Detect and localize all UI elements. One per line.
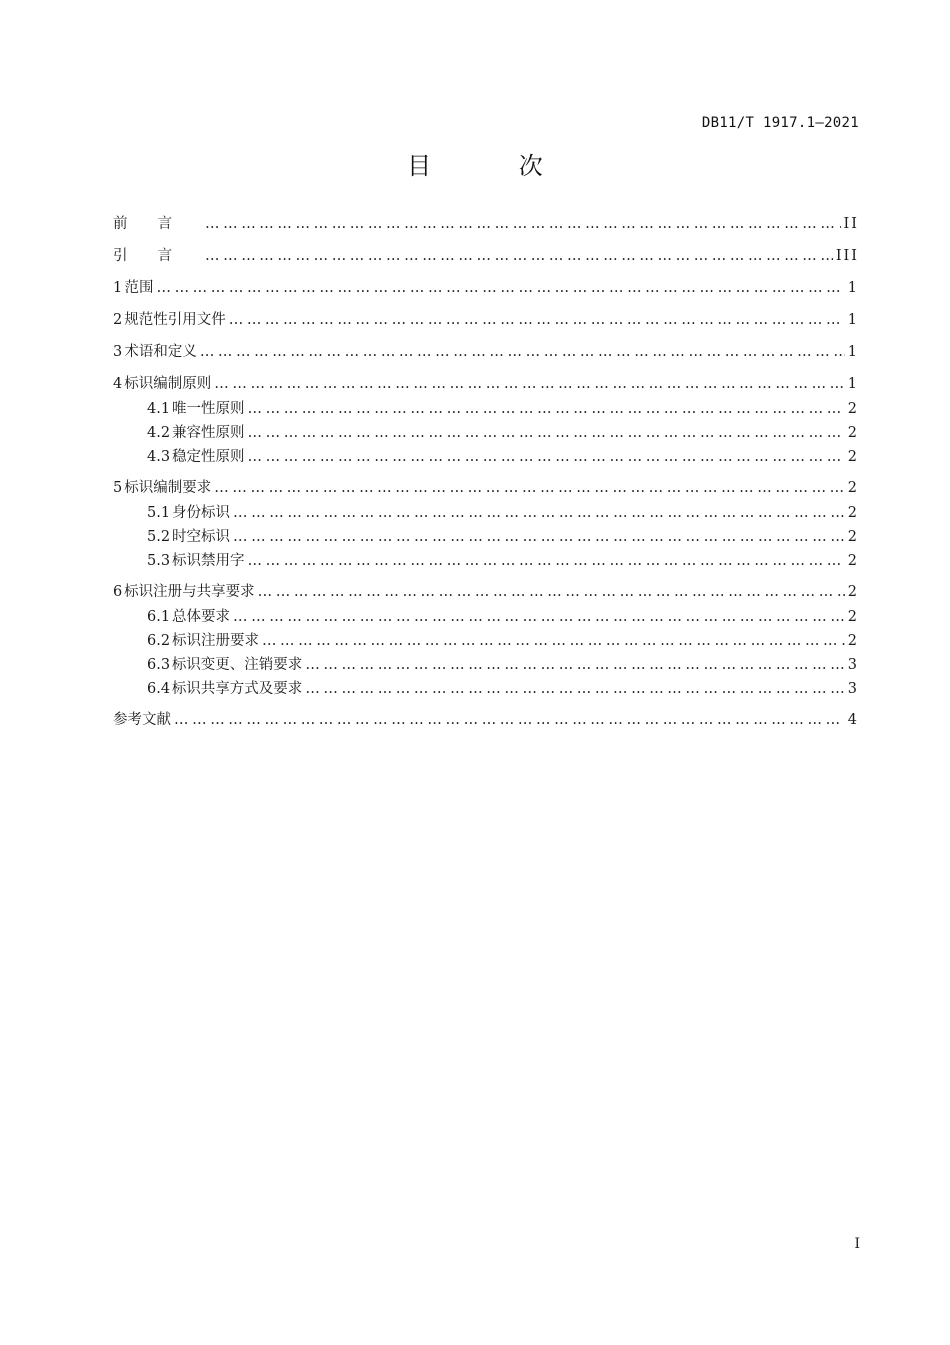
toc-entry-page: 3 [847,681,859,697]
toc-entry-number: 4.2 [147,425,171,441]
toc-entry-label: 时空标识 [172,529,231,545]
toc-entry[interactable] [147,549,859,573]
toc-entry-label: 引言 [113,248,202,264]
toc-entry-page: 2 [847,529,859,545]
toc-entry-number: 6.4 [147,681,171,697]
toc-entry-number: 5.1 [147,505,171,521]
toc-entry[interactable] [147,629,859,653]
toc-entry-page: 1 [847,376,859,392]
toc-entry-label: 参考文献 [113,712,171,728]
toc-entry[interactable] [147,445,859,469]
toc-dot-leader [248,397,845,421]
toc-entry-page: 1 [847,344,859,360]
toc-entry-number: 5.2 [147,529,171,545]
page-title: 目 次 [407,152,583,180]
toc-dot-leader [214,372,844,396]
toc-entry-page: 2 [847,553,859,569]
toc-entry-label: 术语和定义 [124,344,197,360]
toc-entry[interactable] [147,397,859,421]
toc-entry-label: 标识编制要求 [124,480,212,496]
toc-dot-leader [229,308,845,332]
toc-entry[interactable] [113,372,859,396]
toc-entry-page: 4 [847,712,859,728]
toc-dot-leader [305,653,844,677]
toc-dot-leader [305,677,844,701]
toc-entry[interactable] [147,421,859,445]
toc-entry[interactable] [113,476,859,500]
toc-entry-number: 3 [113,344,123,360]
toc-entry-page: III [835,248,859,264]
toc-entry-label: 总体要求 [172,609,231,625]
toc-entry-page: II [843,216,859,232]
toc-entry-page: 2 [847,449,859,465]
toc-entry[interactable] [113,580,859,604]
toc-dot-leader [200,340,845,364]
toc-entry-label: 标识注册要求 [171,633,259,649]
toc-entry-page: 2 [847,609,859,625]
toc-entry-label: 前言 [113,216,202,232]
toc-dot-leader [248,549,845,573]
toc-entry-label: 标识变更、注销要求 [171,657,303,673]
toc-entry-label: 标识共享方式及要求 [171,681,303,697]
toc-dot-leader [233,605,845,629]
toc-entry[interactable] [113,308,859,332]
toc-entry-label: 标识注册与共享要求 [124,584,255,600]
toc-entry-number: 4.3 [147,449,171,465]
toc-entry[interactable] [113,340,859,364]
toc-entry[interactable] [147,653,859,677]
toc-entry-label: 稳定性原则 [172,449,245,465]
toc-entry[interactable] [147,525,859,549]
toc-entry-number: 6.3 [147,657,171,673]
toc-entry-page: 2 [847,505,859,521]
toc-dot-leader [233,525,845,549]
toc-entry-number: 2 [113,312,123,328]
toc-entry-number: 4.1 [147,401,171,417]
toc-dot-leader [262,629,845,653]
toc-entry-label: 身份标识 [172,505,231,521]
doc-id: DB11/T 1917.1—2021 [701,115,859,131]
footer-page-number: I [854,1236,860,1252]
toc-entry-label: 规范性引用文件 [124,312,226,328]
toc-entry[interactable] [147,605,859,629]
toc-dot-leader [205,212,841,236]
toc-dot-leader [156,276,844,300]
toc-entry[interactable] [147,677,859,701]
toc-entry-number: 4 [113,376,123,392]
toc-entry-number: 5.3 [147,553,171,569]
toc-dot-leader [174,708,845,732]
toc-dot-leader [248,445,845,469]
toc-dot-leader [214,476,844,500]
toc-entry-page: 3 [847,657,859,673]
toc-entry-page: 2 [847,584,859,600]
toc-entry-page: 1 [847,312,859,328]
toc-entry-number: 6.2 [147,633,171,649]
toc-entry-label: 标识禁用字 [172,553,245,569]
toc-entry[interactable] [113,276,859,300]
toc-dot-leader [205,244,833,268]
toc-entry[interactable] [113,244,859,268]
toc-entry-number: 6 [113,584,123,600]
toc-entry-page: 2 [847,633,859,649]
toc-entry-number: 6.1 [147,609,171,625]
toc-dot-leader [258,580,845,604]
toc-entry-page: 2 [847,480,859,496]
toc-entry-label: 唯一性原则 [172,401,245,417]
toc-entry-label: 范围 [124,280,154,296]
toc-entry-number: 1 [113,280,123,296]
toc-entry-page: 2 [847,401,859,417]
toc-dot-leader [248,421,845,445]
toc-dot-leader [233,501,845,525]
toc-entry[interactable] [113,708,859,732]
toc-entry-page: 2 [847,425,859,441]
toc-entry[interactable] [113,212,859,236]
toc-entry-number: 5 [113,480,123,496]
toc-entry[interactable] [147,501,859,525]
toc-entry-page: 1 [847,280,859,296]
toc-entry-label: 标识编制原则 [124,376,212,392]
toc-entry-label: 兼容性原则 [172,425,245,441]
